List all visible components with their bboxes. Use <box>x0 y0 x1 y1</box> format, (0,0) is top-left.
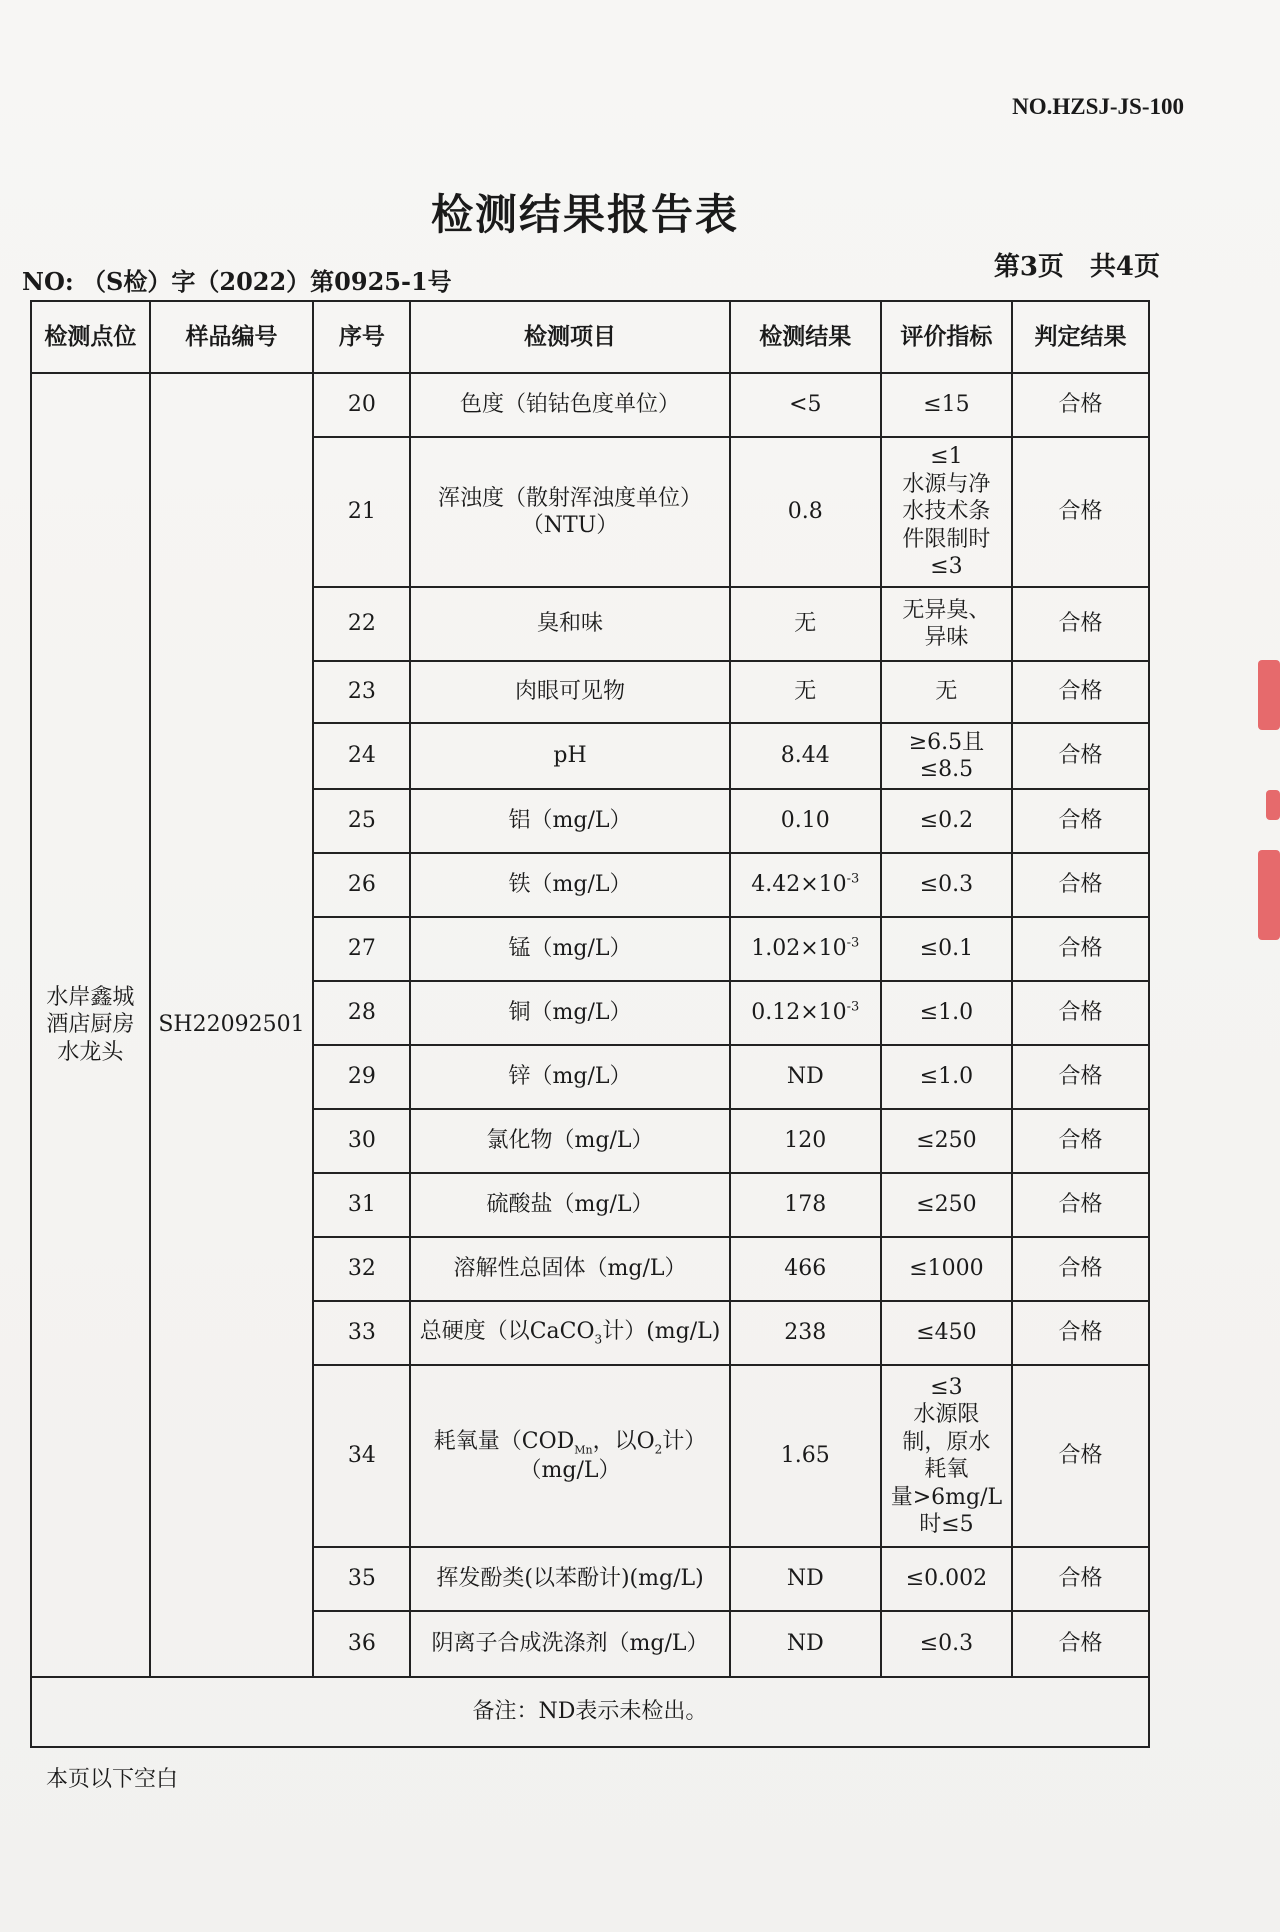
red-seal-fragment <box>1258 850 1280 940</box>
verdict-cell: 合格 <box>1012 1365 1149 1547</box>
result-cell: <5 <box>730 373 881 437</box>
sample-id-cell: SH22092501 <box>150 373 314 1677</box>
limit-cell: ≤1 水源与净 水技术条 件限制时 ≤3 <box>881 437 1012 587</box>
limit-cell: 无异臭、 异味 <box>881 587 1012 661</box>
limit-cell: 无 <box>881 661 1012 723</box>
report-number: NO: （S检）字（2022）第0925-1号 <box>22 267 452 296</box>
result-cell: 0.8 <box>730 437 881 587</box>
result-cell: ND <box>730 1547 881 1611</box>
seq-cell: 35 <box>313 1547 410 1611</box>
limit-cell: ≤1.0 <box>881 1045 1012 1109</box>
col-header-sample-id: 样品编号 <box>150 301 314 373</box>
limit-cell: ≤250 <box>881 1173 1012 1237</box>
limit-cell: ≤0.1 <box>881 917 1012 981</box>
verdict-cell: 合格 <box>1012 661 1149 723</box>
remark-cell: 备注：ND表示未检出。 <box>31 1677 1149 1747</box>
document-number: NO.HZSJ-JS-100 <box>1012 94 1184 119</box>
item-cell: 氯化物（mg/L） <box>410 1109 729 1173</box>
item-cell: 挥发酚类(以苯酚计)(mg/L) <box>410 1547 729 1611</box>
limit-cell: ≤3 水源限 制，原水 耗氧 量>6mg/L 时≤5 <box>881 1365 1012 1547</box>
limit-cell: ≤0.3 <box>881 1611 1012 1677</box>
verdict-cell: 合格 <box>1012 437 1149 587</box>
item-cell: 耗氧量（$COD_{Mn}$，以$O_2$计） （mg/L） <box>410 1365 729 1547</box>
remark-row <box>31 1677 1149 1747</box>
limit-cell: ≤450 <box>881 1301 1012 1365</box>
verdict-cell: 合格 <box>1012 1173 1149 1237</box>
verdict-cell: 合格 <box>1012 1237 1149 1301</box>
seq-cell: 34 <box>313 1365 410 1547</box>
verdict-cell: 合格 <box>1012 1109 1149 1173</box>
verdict-cell: 合格 <box>1012 723 1149 789</box>
limit-cell: ≤1000 <box>881 1237 1012 1301</box>
seq-cell: 25 <box>313 789 410 853</box>
limit-cell: ≤0.3 <box>881 853 1012 917</box>
result-cell: $1.02\times 10^{-3}$ <box>730 917 881 981</box>
item-cell: 溶解性总固体（mg/L） <box>410 1237 729 1301</box>
col-header-verdict: 判定结果 <box>1012 301 1149 373</box>
item-cell: 浑浊度（散射浑浊度单位） （NTU） <box>410 437 729 587</box>
result-cell: 1.65 <box>730 1365 881 1547</box>
result-cell: 178 <box>730 1173 881 1237</box>
item-cell: 硫酸盐（mg/L） <box>410 1173 729 1237</box>
location-line: 酒店厨房 <box>46 1012 135 1038</box>
result-cell: $0.12\times 10^{-3}$ <box>730 981 881 1045</box>
item-cell: pH <box>410 723 729 789</box>
item-cell: 肉眼可见物 <box>410 661 729 723</box>
seq-cell: 28 <box>313 981 410 1045</box>
result-cell: ND <box>730 1611 881 1677</box>
col-header-result: 检测结果 <box>730 301 881 373</box>
item-cell: 铁（mg/L） <box>410 853 729 917</box>
verdict-cell: 合格 <box>1012 917 1149 981</box>
verdict-cell: 合格 <box>1012 1611 1149 1677</box>
result-cell: 无 <box>730 587 881 661</box>
result-cell: 238 <box>730 1301 881 1365</box>
verdict-cell: 合格 <box>1012 789 1149 853</box>
limit-cell: ≤0.002 <box>881 1547 1012 1611</box>
seq-cell: 30 <box>313 1109 410 1173</box>
limit-cell: ≤1.0 <box>881 981 1012 1045</box>
item-cell: 臭和味 <box>410 587 729 661</box>
result-cell: 466 <box>730 1237 881 1301</box>
verdict-cell: 合格 <box>1012 1301 1149 1365</box>
item-cell: 阴离子合成洗涤剂（mg/L） <box>410 1611 729 1677</box>
limit-cell: ≤15 <box>881 373 1012 437</box>
col-header-seq: 序号 <box>313 301 410 373</box>
seq-cell: 29 <box>313 1045 410 1109</box>
result-cell: $4.42\times 10^{-3}$ <box>730 853 881 917</box>
limit-cell: ≤0.2 <box>881 789 1012 853</box>
result-cell: 8.44 <box>730 723 881 789</box>
red-seal-fragment <box>1258 660 1280 730</box>
col-header-limit: 评价指标 <box>881 301 1012 373</box>
verdict-cell: 合格 <box>1012 373 1149 437</box>
page-indicator: 第3页 共4页 <box>993 252 1160 282</box>
seq-cell: 22 <box>313 587 410 661</box>
item-cell: 总硬度（以CaCO$_3$计）(mg/L) <box>410 1301 729 1365</box>
seq-cell: 31 <box>313 1173 410 1237</box>
blank-below-note: 本页以下空白 <box>46 1767 179 1792</box>
verdict-cell: 合格 <box>1012 1547 1149 1611</box>
seq-cell: 20 <box>313 373 410 437</box>
verdict-cell: 合格 <box>1012 587 1149 661</box>
seq-cell: 32 <box>313 1237 410 1301</box>
item-cell: 色度（铂钴色度单位） <box>410 373 729 437</box>
location-cell <box>31 373 150 1677</box>
item-cell: 锰（mg/L） <box>410 917 729 981</box>
result-cell: 0.10 <box>730 789 881 853</box>
col-header-location: 检测点位 <box>31 301 150 373</box>
item-cell: 铜（mg/L） <box>410 981 729 1045</box>
table-row <box>31 373 1149 437</box>
seq-cell: 23 <box>313 661 410 723</box>
item-cell: 铝（mg/L） <box>410 789 729 853</box>
location-line: 水龙头 <box>57 1039 124 1065</box>
results-table <box>30 300 1150 1748</box>
verdict-cell: 合格 <box>1012 1045 1149 1109</box>
seq-cell: 21 <box>313 437 410 587</box>
seq-cell: 36 <box>313 1611 410 1677</box>
seq-cell: 27 <box>313 917 410 981</box>
table-header-row <box>31 301 1149 373</box>
red-seal-fragment <box>1266 790 1280 820</box>
item-cell: 锌（mg/L） <box>410 1045 729 1109</box>
result-cell: 120 <box>730 1109 881 1173</box>
page-title: 检测结果报告表 <box>430 190 739 239</box>
verdict-cell: 合格 <box>1012 981 1149 1045</box>
seq-cell: 33 <box>313 1301 410 1365</box>
col-header-item: 检测项目 <box>410 301 729 373</box>
result-cell: 无 <box>730 661 881 723</box>
seq-cell: 24 <box>313 723 410 789</box>
seq-cell: 26 <box>313 853 410 917</box>
result-cell: ND <box>730 1045 881 1109</box>
location-line: 水岸鑫城 <box>46 984 135 1010</box>
verdict-cell: 合格 <box>1012 853 1149 917</box>
limit-cell: ≥6.5且 ≤8.5 <box>881 723 1012 789</box>
limit-cell: ≤250 <box>881 1109 1012 1173</box>
